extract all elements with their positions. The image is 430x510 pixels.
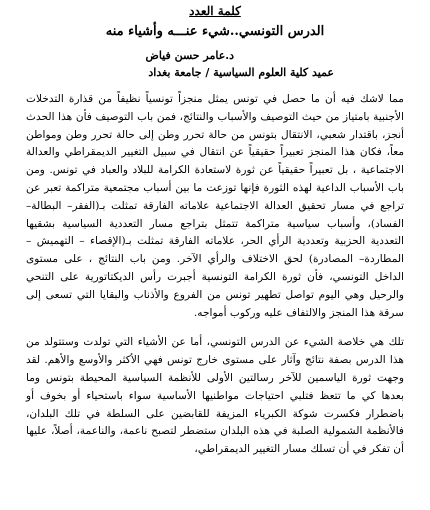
author-affiliation: عميد كلية العلوم السياسية / جامعة بغداد [148,66,334,79]
paragraph-spacer [26,322,404,334]
author-name: د.عامر حسن فياض [145,49,234,62]
page-title: كلمة العدد [189,4,241,18]
body-paragraph-1: مما لاشك فيه أن ما حصل في تونس يمثل منجزاً تونسياً نظيفاً من قذارة التدخلات الأجنبية بامتياز من حيث التوصيف والأسباب والنتائج، فمن باب التوصيف فأن هذا الحدث أنجز، باقتدار شعبي، الانتقال بتونس من حالة تحرر وطن إلى حالة تحرر وطن ومواطن معاً، فكان هذا المنجز تعبيراً حقيقياً عن انتقال في سبيل التغيير الديمقراطي والعدالة الاجتماعية ، بل تعبيراً حقيقياً عن ثورة لاستعادة الكرامة للبلاد والعباد في تونس. ومن باب الأسباب الداعية لهذه الثورة فإنها توزعت ما بين أسباب مجتمعية متراكمة تعبر عن تراجع في مسار تحقيق العدالة الاجتماعية علاماته الفارقة تمثلت بـ(الفقر– البطالة– الفساد)، وأسباب سياسية متراكمة تتمثل بتراجع مسار التعددية السياسية بشقيها التعددية الحزبية وتعددية الرأي الحر، علاماته الفارقة تمثلت بـ(الإقصاء – التهميش – المطاردة– المصادرة) لحق الاختلاف والرأي الآخر. ومن باب النتائج ، على مستوى الداخل التونسي، فأن ثورة الكرامة التونسية أجبرت رأس الديكتاتورية على التنحي والرحيل وهي اليوم تواصل تطهير تونس من الفروع والأذناب والبقايا التي تسعى إلى سرقة هذا المنجز والالتفاف عليه وركوب أمواجه. [26,93,404,319]
article-title: الدرس التونسي..شيء عنـــه وأشياء منه [105,24,325,39]
body-paragraph-2: تلك هي خلاصة الشيء عن الدرس التونسي، أما عن الأشياء التي تولدت وستتولد من هذا الدرس بصفة نتائج وآثار على مستوى خارج تونس فهي الأكثر والأوسع والأهم. لقد وجهت ثورة الياسمين للآخر رسالتين الأولى للأنظمة السياسية المحيطة بتونس وما بعدها كي ما تتعظ فتلبي احتياجات مواطنيها الأساسية سواء باستحياء أو بخوف أو باضطرار فكسرت شوكة الكبرياء المزيفة للقابضين على السلطة في تلك البلدان، فالأنظمة الشمولية الصلبة في هذه البلدان ستضطر لتصبح ناعمة، والناعمة، أصلاً، عليها أن تفكر في أن تسلك مسار التغيير الديمقراطي، [26,336,404,456]
